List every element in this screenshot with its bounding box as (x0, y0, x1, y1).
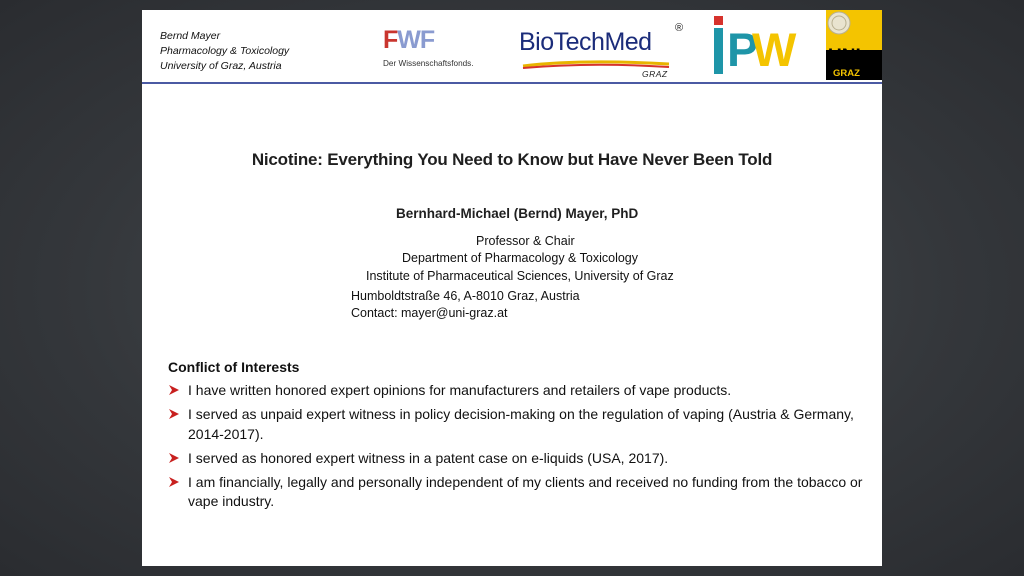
slide-header (142, 10, 882, 82)
biotechmed-logo-name: BioTechMed (519, 28, 652, 56)
biotechmed-logo-city: GRAZ (642, 69, 668, 79)
presenter-institute: Institute of Pharmaceutical Sciences, University of Graz (366, 269, 674, 283)
uni-logo-mark: UNI (828, 46, 861, 67)
conflict-text: I am financially, legally and personally independent of my clients and received no funding from the tobacco or vape industry. (188, 473, 863, 509)
presenter-address: Humboldtstraße 46, A-8010 Graz, Austria (351, 289, 580, 303)
conflict-list (164, 381, 864, 516)
fwf-logo-mark: FWF (383, 26, 435, 54)
presenter-position: Professor & Chair (476, 234, 575, 248)
biotechmed-logo (519, 22, 689, 82)
slide-title: Nicotine: Everything You Need to Know but Have Never Been Told (251, 150, 773, 169)
ipw-logo-p: P (727, 23, 759, 76)
author-department: Pharmacology & Toxicology (160, 45, 290, 57)
arrow-bullet-icon (168, 408, 180, 420)
list-item (164, 405, 864, 444)
list-item (164, 381, 864, 401)
presenter-name: Bernhard-Michael (Bernd) Mayer, PhD (396, 206, 639, 221)
author-university: University of Graz, Austria (160, 60, 282, 72)
header-divider (142, 82, 882, 84)
slide (142, 10, 882, 566)
author-name: Bernd Mayer (160, 30, 221, 42)
conflict-text: I served as honored expert witness in a patent case on e-liquids (USA, 2017). (188, 449, 669, 466)
university-seal-icon (826, 10, 882, 50)
author-block (160, 29, 289, 74)
registered-mark: ® (675, 22, 684, 34)
fwf-logo (383, 27, 493, 77)
list-item (164, 473, 864, 512)
arrow-bullet-icon (168, 384, 180, 396)
arrow-bullet-icon (168, 452, 180, 464)
conflict-heading: Conflict of Interests (168, 359, 300, 375)
arrow-bullet-icon (168, 476, 180, 488)
uni-graz-logo (826, 10, 882, 80)
conflict-text: I have written honored expert opinions for manufacturers and retailers of vape products. (188, 382, 732, 398)
ipw-logo-w: W (752, 23, 797, 76)
fwf-logo-mark-rest: WF (397, 26, 435, 54)
ipw-i-letter-icon (712, 16, 726, 76)
list-item (164, 449, 864, 469)
presenter-department: Department of Pharmacology & Toxicology (402, 251, 638, 265)
presenter-contact: Contact: mayer@uni-graz.at (351, 306, 508, 320)
fwf-logo-subtitle: Der Wissenschaftsfonds. (383, 59, 474, 68)
conflict-text: I served as unpaid expert witness in policy decision-making on the regulation of vaping (Austria & Germany, 2014-2017). (188, 406, 854, 442)
ipw-logo (709, 16, 795, 78)
uni-logo-subtext: GRAZ (833, 68, 860, 79)
